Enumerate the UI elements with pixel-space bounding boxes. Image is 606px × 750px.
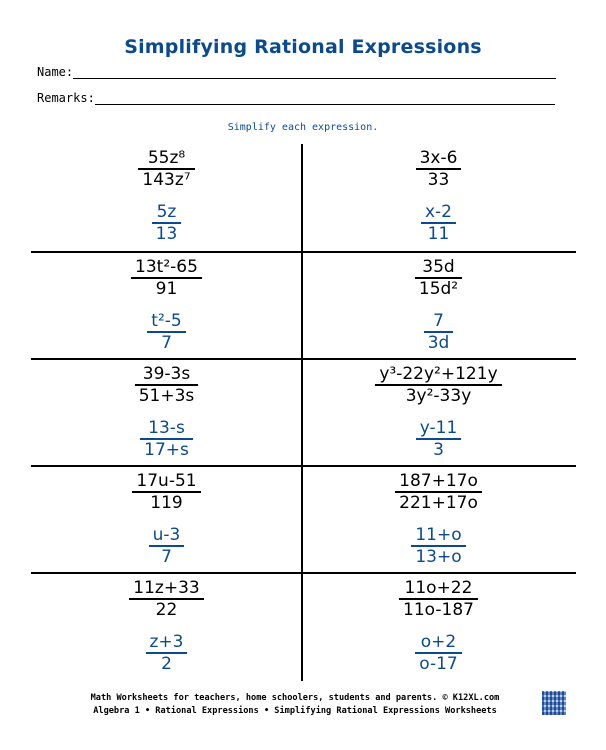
answer-fraction xyxy=(31,202,302,244)
problem-cell-10 xyxy=(303,574,574,680)
worksheet-title: Simplifying Rational Expressions xyxy=(124,36,482,58)
denominator: 221+17o xyxy=(399,493,478,513)
answer-denominator: 13 xyxy=(155,224,178,244)
answer-denominator: 3 xyxy=(433,440,444,460)
answer-denominator: 17+s xyxy=(144,440,189,460)
denominator: 91 xyxy=(155,279,178,299)
remarks-field[interactable] xyxy=(37,91,555,105)
problem-fraction xyxy=(31,364,302,406)
answer-numerator: 13-s xyxy=(148,418,185,438)
problem-cell-1 xyxy=(31,144,302,250)
numerator: 11o+22 xyxy=(404,578,473,598)
problem-fraction xyxy=(31,257,302,299)
footer xyxy=(60,692,530,718)
answer-fraction xyxy=(31,311,302,353)
denominator: 15d² xyxy=(418,279,459,299)
answer-numerator: 7 xyxy=(433,311,444,331)
problem-fraction xyxy=(303,364,574,406)
answer-numerator: o+2 xyxy=(420,632,457,652)
answer-numerator: u-3 xyxy=(152,525,181,545)
answer-fraction xyxy=(303,525,574,567)
answer-denominator: o-17 xyxy=(419,654,458,674)
problem-fraction xyxy=(303,148,574,190)
name-label: Name: xyxy=(37,65,74,79)
answer-fraction xyxy=(31,632,302,674)
numerator: 3x-6 xyxy=(419,148,458,168)
answer-denominator: 11 xyxy=(427,224,450,244)
problem-cell-6 xyxy=(303,360,574,466)
numerator: y³-22y²+121y xyxy=(379,364,498,384)
denominator: 33 xyxy=(427,170,450,190)
problem-cell-5 xyxy=(31,360,302,466)
answer-denominator: 7 xyxy=(161,333,172,353)
problem-cell-2 xyxy=(303,144,574,250)
problem-fraction xyxy=(303,578,574,620)
numerator: 55z⁸ xyxy=(147,148,186,168)
denominator: 143z⁷ xyxy=(142,170,191,190)
numerator: 39-3s xyxy=(142,364,191,384)
instructions: Simplify each expression. xyxy=(227,122,379,133)
problem-fraction xyxy=(31,148,302,190)
numerator: 17u-51 xyxy=(136,471,197,491)
remarks-label: Remarks: xyxy=(37,91,95,105)
answer-denominator: 2 xyxy=(161,654,172,674)
answer-denominator: 13+o xyxy=(415,547,462,567)
answer-fraction xyxy=(31,418,302,460)
denominator: 51+3s xyxy=(138,386,195,406)
answer-numerator: y-11 xyxy=(419,418,458,438)
answer-fraction xyxy=(31,525,302,567)
answer-numerator: 11+o xyxy=(415,525,462,545)
numerator: 11z+33 xyxy=(133,578,200,598)
remarks-input-line[interactable] xyxy=(95,92,555,105)
problem-fraction xyxy=(303,471,574,513)
qr-code-icon xyxy=(542,691,566,715)
denominator: 119 xyxy=(150,493,183,513)
answer-numerator: 5z xyxy=(156,202,177,222)
denominator: 3y²-33y xyxy=(405,386,472,406)
answer-fraction xyxy=(303,418,574,460)
footer-credit: Math Worksheets for teachers, home schoolers, students and parents. © K12XL.com xyxy=(90,693,500,703)
answer-denominator: 7 xyxy=(161,547,172,567)
name-input-line[interactable] xyxy=(73,66,556,79)
answer-fraction xyxy=(303,311,574,353)
numerator: 187+17o xyxy=(399,471,478,491)
denominator: 22 xyxy=(155,600,178,620)
problem-cell-8 xyxy=(303,467,574,573)
problem-fraction xyxy=(303,257,574,299)
answer-numerator: z+3 xyxy=(149,632,184,652)
answer-fraction xyxy=(303,202,574,244)
problem-cell-9 xyxy=(31,574,302,680)
answer-numerator: t²-5 xyxy=(151,311,182,331)
answer-numerator: x-2 xyxy=(424,202,452,222)
problem-cell-4 xyxy=(303,253,574,359)
problem-fraction xyxy=(31,578,302,620)
numerator: 13t²-65 xyxy=(135,257,198,277)
problem-cell-7 xyxy=(31,467,302,573)
problem-grid xyxy=(31,144,576,681)
footer-breadcrumb: Algebra 1 • Rational Expressions • Simplifying Rational Expressions Worksheets xyxy=(93,706,497,716)
problem-cell-3 xyxy=(31,253,302,359)
answer-denominator: 3d xyxy=(427,333,450,353)
denominator: 11o-187 xyxy=(403,600,474,620)
numerator: 35d xyxy=(422,257,455,277)
answer-fraction xyxy=(303,632,574,674)
problem-fraction xyxy=(31,471,302,513)
name-field[interactable] xyxy=(37,65,556,79)
